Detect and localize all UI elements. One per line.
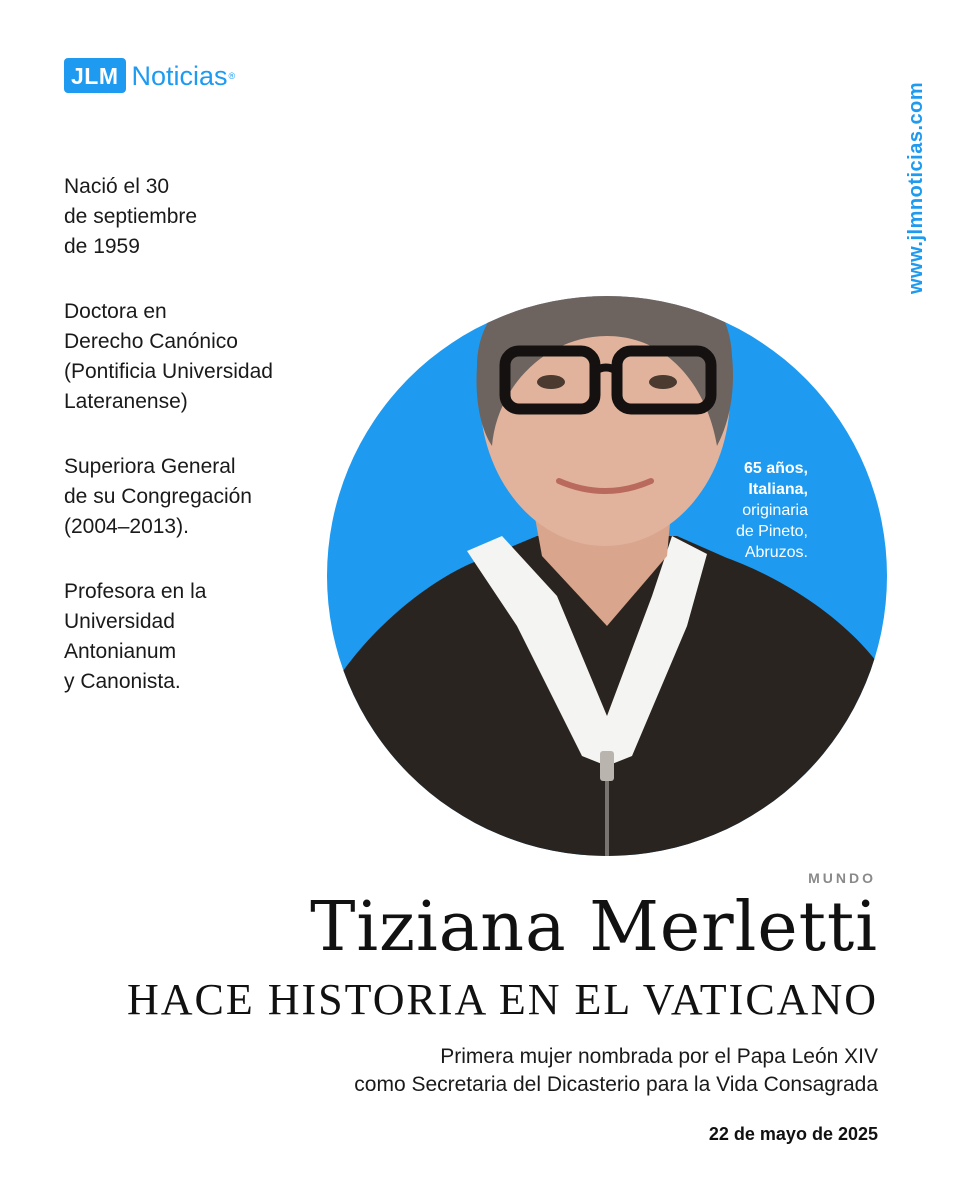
facts-list — [64, 172, 364, 732]
headline: HACE HISTORIA EN EL VATICANO — [126, 975, 878, 1024]
side-note-age: 65 años, — [743, 460, 808, 477]
fact-birth: Nació el 30 de septiembre de 1959 — [64, 175, 198, 258]
logo-text: Noticias® — [131, 60, 236, 91]
side-note-nationality: Italiana, — [748, 481, 808, 498]
portrait-circle — [327, 296, 887, 856]
person-name: Tiziana Merletti — [310, 888, 878, 967]
publish-date: 22 de mayo de 2025 — [708, 1124, 878, 1144]
subtitle-line2: como Secretaria del Dicasterio para la Vida Consagrada — [354, 1073, 878, 1096]
brand-logo — [64, 58, 235, 93]
registered-mark: ® — [228, 70, 236, 81]
portrait-illustration — [327, 296, 887, 856]
side-note-line1: originaria — [742, 502, 808, 519]
fact-superior: Superiora General de su Congregación (2004–2013). — [64, 455, 252, 538]
side-note-line3: Abruzos. — [744, 544, 808, 561]
subtitle-line1: Primera mujer nombrada por el Papa León XIV — [440, 1045, 878, 1068]
category-label: MUNDO — [808, 870, 876, 886]
website-url: www.jlmnoticias.com — [905, 81, 927, 294]
side-note-line2: de Pineto, — [735, 523, 808, 540]
fact-doctorate: Doctora en Derecho Canónico (Pontificia Universidad Lateranense) — [64, 300, 273, 413]
fact-professor: Profesora en la Universidad Antonianum y Canonista. — [64, 580, 207, 693]
logo-box: JLM — [64, 58, 126, 93]
side-note — [658, 458, 808, 563]
subtitle — [354, 1043, 878, 1099]
